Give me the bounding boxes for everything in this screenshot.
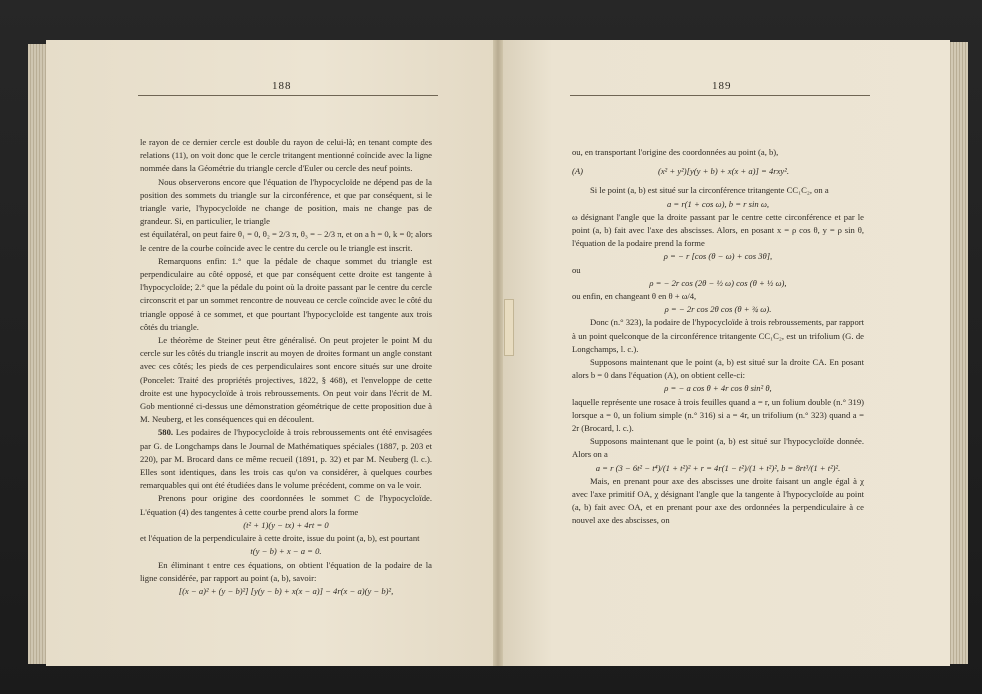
left-para-4: Remarquons enfin: 1.° que la pédale de chaque sommet du triangle est perpendiculaire au côté opposé, et que par conséquent cette droite est tangente à l'hypocycloïde; 2.° que la pédale du point où la droite passant par le centre du cercle circonscrit et par un sommet rencontre de nouveau ce cercle coïncide avec le côté du triangle opposé à ce sommet, et que pourtant l'hypocycloïde est tangente aux trois côtés du triangle.: [140, 255, 432, 332]
right-para-3: ω désignant l'angle que la droite passant par le centre cette circonférence et par le point (a, b) fait avec l'axe des abscisses. Alors, en posant x = ρ cos θ, y = ρ sin θ, l'équation de la podaire prend la forme: [572, 211, 864, 249]
left-para-8: et l'équation de la perpendiculaire à cette droite, issue du point (a, b), est pourtant: [140, 533, 420, 544]
left-eq-2: t(y − b) + x − a = 0.: [250, 546, 322, 557]
left-page-text: [140, 136, 432, 598]
article-number: 580.: [158, 427, 174, 438]
left-page-number: 188: [272, 80, 292, 92]
right-para-6: Supposons maintenant que le point (a, b) est situé sur la droite CA. En posant alors b = 0 dans l'équation (A), on obtient celle-ci:: [572, 357, 864, 381]
left-para-3: est équilatéral, on peut faire θ₁ = 0, θ₂ = 2/3 π, θ₃ = − 2/3 π, et on a h = 0, k = 0; alors le centre de la courbe coïncide avec le centre du cercle ou le triangle est inscrit.: [140, 229, 432, 253]
left-para-2: Nous observerons encore que l'équation de l'hypocycloïde ne dépend pas de la position des sommets du triangle sur la circonférence, et que par conséquent, si le triangle varie, l'hypocycloïde ne change de position, mais ne change pas de grandeur. Si, en particulier, le triangle: [140, 176, 432, 227]
right-header-rule: [570, 95, 870, 96]
paper-tab: [504, 299, 514, 356]
right-page-number: 189: [712, 80, 732, 92]
right-eq-3: ρ = − r [cos (θ − ω) + cos 3θ],: [663, 251, 773, 262]
right-para-2: Si le point (a, b) est situé sur la circonférence tritangente CC₁C₂, on a: [590, 185, 829, 196]
left-para-6: Les podaires de l'hypocycloïde à trois rebroussements ont été envisagées par G. de Longchamps dans le Journal de Mathématiques spéciales (1887, p. 203 et 220), par M. Brocard dans ce même recueil (1891, p. 32) et par M. Neuberg (l. c.). Elles sont identiques, dans les trois cas qu'on va considérer, à quelques courbes remarquables qui ont été étudiées dans le volume précédent, comme on va le voir.: [140, 427, 432, 491]
eq-A: (x² + y²)[y(y + b) + x(x + a)] = 4rxy².: [658, 166, 789, 177]
left-eq-3: [(x − a)² + (y − b)²] [y(y − b) + x(x − a)] − 4r(x − a)(y − b)²,: [178, 585, 394, 596]
page-edges-right: [950, 42, 968, 664]
right-eq-4: ρ = − 2r cos (2θ − ½ ω) cos (θ + ½ ω),: [649, 277, 787, 288]
left-eq-1: (t² + 1)(y − tx) + 4rt = 0: [243, 519, 329, 530]
right-eq-6: ρ = − a cos θ + 4r cos θ sin² θ,: [664, 383, 772, 394]
right-para-8: Supposons maintenant que le point (a, b) est situé sur l'hypocycloïde donnée. Alors on a: [572, 436, 864, 460]
left-para-5: Le théorème de Steiner peut être généralisé. On peut projeter le point M du cercle sur les côtés du triangle inscrit au moyen de droites formant un angle constant avec ces côtés; les pieds de ces perpendiculaires sont encore situés sur une droite (Poncelet: Traité des propriétés projectives, 1822, § 468), et l'enveloppe de cette droite est une hypocycloïde à trois rebroussements. On peut voir dans l'écrit de M. Gob mentionné ci-dessus une démonstration géométrique de cette proposition due à M. Neuberg, et les conséquences qui en découlent.: [140, 335, 432, 425]
left-para-1: le rayon de ce dernier cercle est double du rayon de celui-là; en tenant compte des relations (11), on voit donc que le cercle tritangent mentionné coïncide avec la ligne nommée dans la Géométrie du triangle cercle d'Euler ou cercle des neuf points.: [140, 137, 432, 174]
left-para-7: Prenons pour origine des coordonnées le sommet C de l'hypocycloïde. L'équation (4) des tangentes à cette courbe prend alors la forme: [140, 493, 432, 517]
right-word-ou: ou: [572, 264, 581, 275]
right-eq-5: ρ = − 2r cos 2θ cos (θ + ¾ ω).: [664, 304, 772, 315]
book-gutter: [493, 40, 503, 666]
right-para-4: ou enfin, en changeant θ en θ + ω/4,: [572, 291, 697, 302]
left-header-rule: [138, 95, 438, 96]
right-para-9: Mais, en prenant pour axe des abscisses une droite faisant un angle égal à χ avec l'axe primitif OA, χ désignant l'angle que la tangente à l'hypocycloïde au point (a, b) fait avec OA, et en prenant pour axe des ordonnées la perpendiculaire à ce nouvel axe des abscisses, on: [572, 475, 864, 526]
right-para-5: Donc (n.° 323), la podaire de l'hypocycloïde à trois rebroussements, par rapport à un point quelconque de la circonférence tritangente CC₁C₂, est un trifolium (G. de Longchamps, l. c.).: [572, 317, 864, 354]
right-eq-A: [572, 165, 864, 178]
eq-label-A: (A): [572, 166, 583, 177]
page-edges-left: [28, 44, 48, 664]
right-page-text: [572, 146, 864, 528]
left-para-9: En éliminant t entre ces équations, on obtient l'équation de la podaire de la ligne considérée, par rapport au point (a, b), savoir:: [140, 559, 432, 583]
right-para-7: laquelle représente une rosace à trois feuilles quand a = r, un folium double (n.° 319) lorsque a = 0, un folium simple (n.° 316) si a = 4r, un trifolium (n.° 323) quand a = 2r (Brocard, l. c.).: [572, 396, 864, 434]
left-para-art-580: [140, 426, 432, 492]
right-para-1: ou, en transportant l'origine des coordonnées au point (a, b),: [572, 147, 779, 157]
right-eq-7: a = r (3 − 6t² − t⁴)/(1 + t²)² + r = 4r(1 − t²)/(1 + t²)², b = 8rt³/(1 + t²)².: [595, 462, 841, 473]
right-eq-2: a = r(1 + cos ω), b = r sin ω,: [666, 198, 770, 209]
